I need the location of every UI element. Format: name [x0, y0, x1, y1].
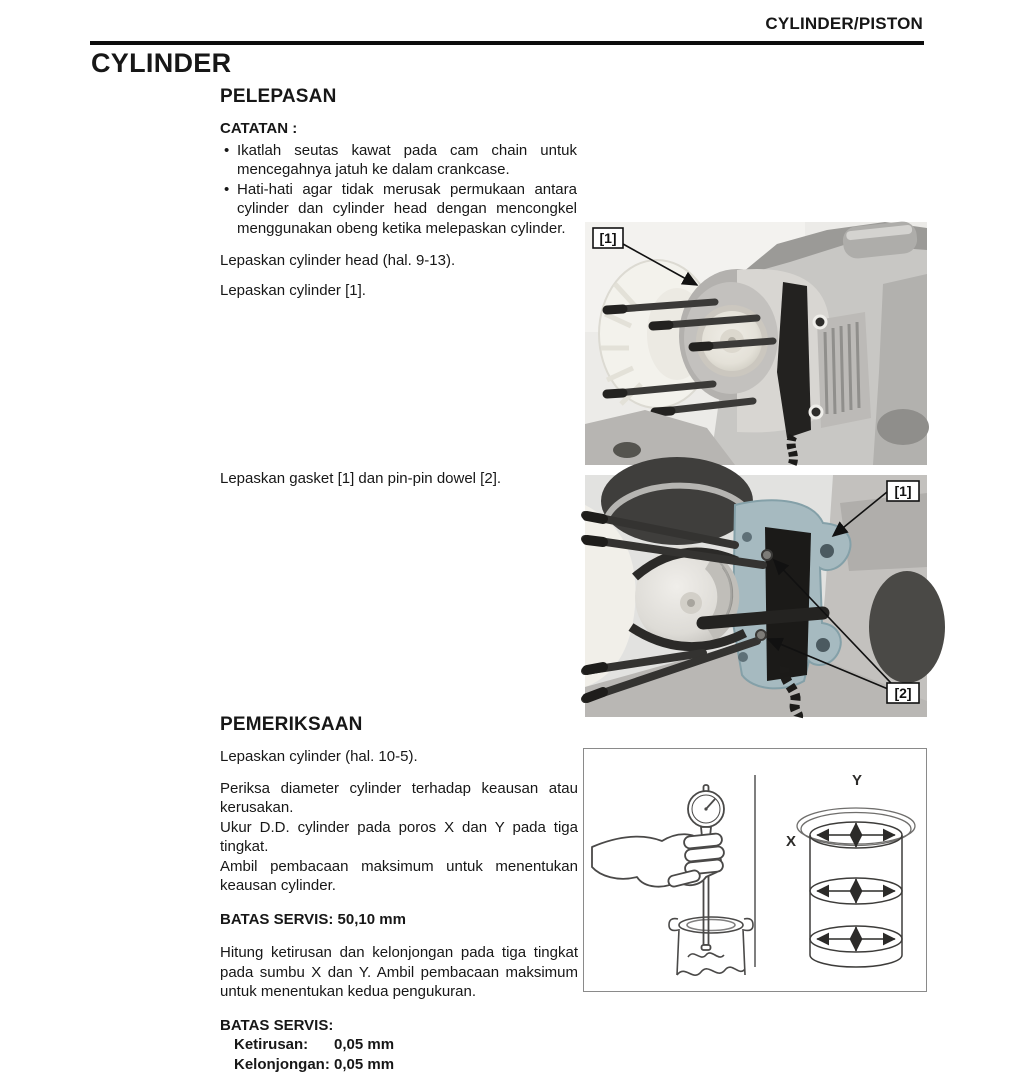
note-list [220, 141, 577, 239]
note-label: CATATAN : [220, 119, 577, 139]
dowel-pin-lower [756, 630, 766, 640]
section-pemeriksaan [220, 714, 578, 1074]
service-row-value: 0,05 mm [334, 1056, 394, 1073]
case-dark-boss [869, 571, 945, 683]
inspect-line: Periksa diameter cylinder terhadap keausan atau kerusakan. [220, 779, 578, 818]
measurement-diagram [584, 749, 926, 991]
note-text: Ikatlah seutas kawat pada cam chain untuk mencegahnya jatuh ke dalam crankcase. [237, 141, 577, 180]
bullet-icon: • [220, 180, 237, 239]
inspection-paragraph [220, 779, 578, 896]
case-facet [840, 493, 927, 571]
step-remove-head: Lepaskan cylinder head (hal. 9-13). [220, 251, 577, 271]
bullet-icon: • [220, 141, 237, 180]
section-pelepasan [220, 86, 577, 300]
step-remove-gasket: Lepaskan gasket [1] dan pin-pin dowel [2]. [220, 469, 577, 489]
inspect-line: Ambil pembacaan maksimum untuk menentukan keausan cylinder. [220, 857, 578, 896]
figure-cylinder-removal [585, 222, 927, 465]
engine-photo-cylinder [585, 222, 927, 465]
page-title: CYLINDER [91, 48, 231, 79]
taper-paragraph: Hitung ketirusan dan kelonjongan pada tiga tingkat pada sumbu X dan Y. Ambil pembacaan maksimum untuk menentukan kedua pengukuran. [220, 943, 578, 1002]
note-item [220, 180, 577, 239]
case-detail [877, 409, 929, 445]
note-text: Hati-hati agar tidak merusak permukaan antara cylinder dan cylinder head dengan mencongkel menggunakan obeng ketika melepaskan cylinder. [237, 180, 577, 239]
heading-pelepasan: PELEPASAN [220, 86, 577, 108]
axis-y-label: Y [852, 772, 862, 789]
header-rule [90, 41, 924, 45]
service-limit-value: 50,10 mm [338, 911, 406, 928]
step-remove-cylinder-2: Lepaskan cylinder (hal. 10-5). [220, 747, 578, 767]
callout-label: [1] [894, 483, 911, 499]
service-row-label: Kelonjongan: [234, 1055, 334, 1074]
step-remove-cylinder: Lepaskan cylinder [1]. [220, 281, 577, 301]
service-limit2-label: BATAS SERVIS: [220, 1016, 578, 1036]
dowel-pin-upper [762, 550, 772, 560]
engine-photo-gasket [585, 475, 927, 717]
figure-measurement-diagram [583, 748, 927, 992]
inspect-line: Ukur D.D. cylinder pada poros X dan Y pada tiga tingkat. [220, 818, 578, 857]
heading-pemeriksaan: PEMERIKSAAN [220, 714, 578, 736]
service-limit-line [220, 910, 578, 930]
callout-label: [2] [894, 685, 911, 701]
service-limit-label: BATAS SERVIS: [220, 911, 333, 928]
cylinder-fins [817, 312, 871, 428]
note-item [220, 141, 577, 180]
doc-header-title: CYLINDER/PISTON [765, 14, 923, 34]
service-row [220, 1055, 578, 1074]
service-row-value: 0,05 mm [334, 1036, 394, 1053]
case-hole [613, 442, 641, 458]
service-row-label: Ketirusan: [234, 1035, 334, 1055]
callout-label: [1] [599, 230, 616, 246]
service-row [220, 1035, 578, 1055]
figure-gasket-removal [585, 475, 927, 717]
cylinder-bore-opening [765, 527, 811, 681]
step-remove-gasket-block [220, 469, 577, 489]
axis-x-label: X [786, 833, 796, 850]
